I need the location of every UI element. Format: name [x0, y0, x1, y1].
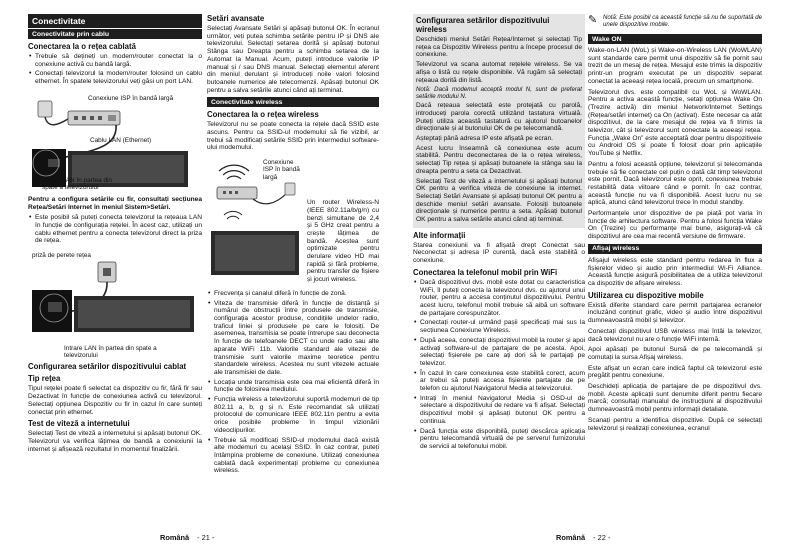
- list-item: • Viteza de transmisie diferă în funcție de distanță și numărul de obstrucții între produsele de transmisie, configurația acestor produse, condițiile undelor radio, traficul liniei și produsele pe care le folosiți. De asemenea, transmisia se poate întrerupe sau deconecta în funcție de telefoanele DECT cu unde radio sau alte aparate WiFi 11b. Valorile standard ale vitezei de transmisie sunt valorile maxime teoretice pentru standardele wireless. Acestea nu sunt vitezele actuale ale transmisiei de date.: [207, 300, 379, 377]
- speed-test-text: Selectați Test de viteză a internetului și apăsați butonul OK. Televizorul va verifica lățimea de bandă a conexiunii la internet și afișează rezultatul în momentul finalizării.: [28, 430, 202, 453]
- footer-page-number: - 21 -: [197, 533, 215, 542]
- list-item: • Conectați router-ul urmând pașii specificați mai sus la secțiunea Conexiune Wireless.: [413, 319, 585, 334]
- wireless-config-step: Selectați Test de viteză a internetului și apăsați butonul OK pentru a verifica viteza de conexiune la internet. Selectați Setări Avansate și apăsați butonul OK pentru a deschide meniul setări avansate. Folosiți butoanele direcționale și numerice pentru a seta. Apăsați butonul OK pentru a salva setările atunci când ați terminat.: [416, 177, 582, 224]
- note-pencil-icon: ✎: [588, 14, 598, 26]
- mobile-use-text: Apoi apăsați pe butonul Sursă de pe telecomandă și comutați la sursa Afișaj wireless.: [588, 346, 762, 361]
- mobile-use-text: Deschideți aplicația de partajare de pe dispozitivul dvs. mobil. Aceste aplicații sunt denumite diferit pentru fiecare marcă; consultați manualul de instrucțiuni al dispozitivului dumneavoastră mobil pentru informații detaliate.: [588, 383, 762, 414]
- section-title-connectivity: Conectivitate: [28, 14, 202, 28]
- list-item: • Trebuie să modificați SSID-ul modemului dacă există alte modemuri cu același SSID. În caz contrar, puteți întâmpina probleme de conexiune. Utilizați conexiunea cablată dacă experimentați probleme cu conexiunea wireless.: [207, 437, 379, 476]
- list-item: • Dacă funcția este disponibilă, puteți descărca aplicația pentru telecomandă virtuală de pe serverul furnizorului de servicii al telefonului mobil.: [413, 428, 585, 451]
- list-item: • După aceea, conectați dispozitivul mobil la router și apoi activați software-ul de partajare de pe acesta. Apoi, selectați fișierele pe care ați dori să le partajați pe televizor.: [413, 337, 585, 368]
- list-item: • Funcția wireless a televizorului suportă modemuri de tip 802.11 a, b, g și n. Este recomandat să utilizați protocolul de comunicare IEEE 802.11n pentru a evita orice posibile probleme în timpul vizionării videoclipurilor.: [207, 396, 379, 435]
- wireless-intro-text: Televizorul nu se poate conecta la rețele dacă SSID este ascuns. Pentru ca SSID-ul modemului să fie vizibil, ar trebui să modificați setările SSID prin intermediul software-ului modemului.: [207, 121, 379, 152]
- wall-socket-label: priză de perete rețea: [32, 252, 91, 260]
- wall-socket-illustration: [28, 248, 202, 342]
- other-info-heading: Alte informații: [413, 230, 466, 240]
- wired-router-diagram: [28, 89, 202, 193]
- column-1: [28, 14, 202, 532]
- footer-language: Română: [556, 533, 586, 542]
- wired-config-note: Pentru a configura setările cu fir, consultați secțiunea Rețea/Setări Internet în meniul Sistem>Setări.: [28, 195, 202, 211]
- wireless-display-text: Afișajul wireless este standard pentru redarea în flux a fișierelor video și audio prin intermediul Wi-Fi Alliance. Această funcție asigură posibilitatea de a utiliza televizorul ca dispozitiv de afișare wireless.: [588, 256, 762, 287]
- wake-on-text: Wake-on-LAN (WoL) și Wake-on-Wireless LAN (WoWLAN) sunt standarde care permit unui dispozitiv să fie pornit sau trezit de un mesaj de rețea. Mesajul este trimis la dispozitiv printr-un program executat pe un dispozitiv separat conectat la aceeași rețea locală, precum un smartphone.: [588, 47, 762, 85]
- column-4: [588, 14, 762, 532]
- network-type-heading: Tip rețea: [28, 374, 61, 384]
- wireless-bullets: [207, 290, 379, 475]
- advanced-settings-heading: Setări avansate: [207, 14, 265, 23]
- page-footer-right: [556, 533, 610, 542]
- other-info-text: Starea conexiunii va fi afișată drept Conectat sau Neconectat și adresa IP curentă, dacă este stabilită o conexiune.: [413, 241, 585, 265]
- wireless-connectivity-bar: Conectivitate wireless: [207, 97, 379, 107]
- direct-lan-bullets: [28, 214, 202, 245]
- wireless-config-step: Acest lucru înseamnă că conexiunea este acum stabilită. Pentru deconectarea de la o rețea wireless, selectați Tip rețea și apăsați butoanele la stânga sau la dreapta pentru a seta ca Dezactivat.: [416, 144, 582, 175]
- mobile-use-text: Conectați dispozitivul USB wireless mai întâi la televizor, dacă televizorul nu are o funcție WiFi internă.: [588, 327, 762, 343]
- wireless-config-step: Așteptați până adresa IP este afișată pe ecran.: [416, 135, 553, 143]
- list-item: • În cazul în care conexiunea este stabilită corect, acum ar trebui să puteți accesa fișierele partajate de pe telefon cu ajutorul Navigatorul Media al televizorului.: [413, 370, 585, 393]
- network-type-text: Tipul rețelei poate fi selectat ca dispozitiv cu fir, fără fir sau Dezactivat în funcție de conexiunea activă cu televizorul. Selectați opțiunea Dispozitiv cu fir în cazul în care sunteți conectat prin ethernet.: [28, 385, 202, 416]
- wall-socket-diagram: [28, 248, 202, 342]
- wired-bullets: [28, 53, 202, 86]
- footer-language: Română: [160, 533, 190, 542]
- wired-config-heading: Configurarea setărilor dispozitivului cablat: [28, 362, 187, 372]
- support-note-text: Notă: Este posibil ca această funcție să nu fie suportată de unele dispozitive mobile.: [603, 14, 762, 28]
- wired-connect-heading: Conectarea la o rețea cablată: [28, 42, 136, 51]
- wake-on-text: Performanțele unor dispozitive de pe piață pot varia în funcție de arhitectura software. Pentru a folosi funcția Wake On (Trezire) cu performanțe mai bune, asigurați-vă că dispozitivul are cea mai recentă versiune de firmware.: [588, 210, 762, 241]
- wireless-config-step: Dacă rețeaua selectată este protejată cu parolă, introduceți parola corectă utilizând tastatura virtuală. Puteți utiliza această tastatură cu ajutorul butoanelor direcționale și al butonului OK de pe telecomandă.: [416, 102, 582, 133]
- list-item: • Este posibil să puteți conecta televizorul la rețeaua LAN în funcție de configurația rețelei. În acest caz, utilizați un cablu ethernet pentru a conecta televizorul direct la priza de rețea.: [28, 214, 202, 245]
- wireless-diagram-row: [207, 155, 379, 287]
- footer-page-number: - 22 -: [593, 533, 611, 542]
- mobile-wifi-heading: Conectarea la telefonul mobil prin WiFi: [413, 267, 558, 277]
- wake-on-text: Pentru a folosi această opțiune, televizorul și telecomanda trebuie să fie conectate cel puțin o dată cât timp televizorul este pornit. Dacă televizorul este oprit, conexiunea trebuie restabilită data viitoare când e pornit. În caz contrar, această funcție nu va fi disponibilă. Acest lucru nu se aplică, atunci când televizorul trece în modul standby.: [588, 160, 762, 207]
- page-footer-left: [160, 533, 214, 542]
- list-item: • Dacă dispozitivul dvs. mobil este dotat cu caracteristica WiFi, îl puteți conecta la televizorul dvs. cu ajutorul unui router, pentru a accesa conținutul dispozitivului. Pentru acest lucru, telefonul mobil trebuie să aibă un software de partajare corespunzător.: [413, 279, 585, 318]
- wake-on-text: Televizorul dvs. este compatibil cu WoL și WoWLAN. Pentru a activa această funcție, setați opțiunea Wake On (Trezire activă) din meniul Network/Internet Settings (Rețea/setări internet) ca On (activat). Este necesar ca atât dispozitivul, de la care mesajul de rețea va fi trimis la televizor, cât și televizorul sunt conectate la aceeași rețea. Funcția „Wake On” este acceptată doar pentru dispozitivele cu Android OS și poate fi folosit doar prin aplicațiile YouTube și Netflix.: [588, 88, 762, 158]
- lan-input-label: Intrare LAN în partea din spate a televizorului: [42, 176, 112, 192]
- wireless-config-box: [413, 14, 585, 228]
- support-note: [588, 14, 762, 31]
- wireless-config-step: Deschideți meniul Setări Rețea/Internet și selectați Tip rețea ca Dispozitiv Wireless pentru a începe procesul de conexiune.: [416, 36, 582, 59]
- list-item: • Trebuie să dețineți un modem/router conectat la o conexiune activă cu bandă largă.: [28, 53, 202, 68]
- wireless-config-heading: Configurarea setărilor dispozitivului wireless: [416, 16, 550, 34]
- speed-test-heading: Test de viteză a internetului: [28, 419, 130, 429]
- mobile-use-heading: Utilizarea cu dispozitive mobile: [588, 290, 704, 300]
- wake-on-bar: Wake ON: [588, 34, 762, 44]
- router-description: Un router Wireless-N (IEEE 802.11a/b/g/n) cu benzi simultane de 2,4 și 5 GHz creat pentru a crește lățimea de bandă. Acestea sunt optimizate pentru derulare video HD mai rapidă și fără probleme, pentru transfer de fișiere și jocuri wireless.: [307, 199, 379, 284]
- column-2: [207, 14, 379, 532]
- wireless-config-step: Televizorul va scana automat rețelele wireless. Se va afișa o listă cu rețele disponibile. Vă rugăm să selectați rețeaua dorită din listă.: [416, 61, 582, 84]
- mobile-use-text: Este afișat un ecran care indică faptul că televizorul este pregătit pentru conexiune.: [588, 364, 762, 380]
- wired-connectivity-bar: Conectivitate prin cablu: [28, 29, 202, 39]
- lan-input-label-2: Intrare LAN în partea din spate a televizorului: [64, 345, 157, 360]
- list-item: • Conectați televizorul la modem/router folosind un cablu ethernet. În spatele televizorului veți găsi un port LAN.: [28, 70, 202, 85]
- list-item: • Intrați în meniul Navigatorul Media și OSD-ul de selectare a dispozitivului de redare va fi afișat. Selectați dispozitivul mobil și apăsați butonul OK pentru a continua.: [413, 395, 585, 426]
- isp-label: Conexiune ISP în bandă largă: [88, 94, 174, 102]
- wireless-isp-label: Conexiune ISP în bandă largă: [263, 159, 300, 181]
- wireless-connect-heading: Conectarea la o rețea wireless: [207, 110, 319, 120]
- wireless-diagram: [207, 157, 303, 279]
- mobile-use-text: Există diferite standard care permit partajarea ecranelor incluzând conținut grafic, video și audio între dispozitivul dumneavoastră mobil și televizor.: [588, 301, 762, 325]
- column-3: [413, 14, 585, 532]
- mobile-use-text: Scanați pentru a identifica dispozitive. După ce selectați televizorul și realizați conexiunea, ecranul: [588, 416, 762, 432]
- wireless-display-bar: Afișaj wireless: [588, 244, 762, 254]
- mobile-wifi-bullets: [413, 279, 585, 451]
- advanced-settings-text: Selectați Avansate Setări și apăsați butonul OK. În ecranul următor, veți putea schimba setările pentru IP și DNS ale televizorului. Selectați setarea dorită și apăsați butonul Stânga sau Dreapta pentru a schimba setarea de la Automat la Manual. Acum, puteți introduce valorile IP manual și / sau DNS manual. Selectați elementul aferent din meniul derulant și introduceți noile valori folosind butoanele numerice ale telecomenzii. Apăsați butonul OK pentru a salva setările atunci când ați terminat.: [207, 25, 379, 94]
- mode-n-note: Notă: Dacă modemul acceptă modul N, sunt de preferat setările modului N.: [416, 86, 582, 101]
- lan-cable-label: Cablu LAN (Ethernet): [90, 136, 152, 144]
- list-item: • Locația unde transmisia este cea mai eficientă diferă în funcție de folosirea mediului.: [207, 379, 379, 394]
- list-item: • Frecvența și canalul diferă în funcție de zonă.: [207, 290, 379, 298]
